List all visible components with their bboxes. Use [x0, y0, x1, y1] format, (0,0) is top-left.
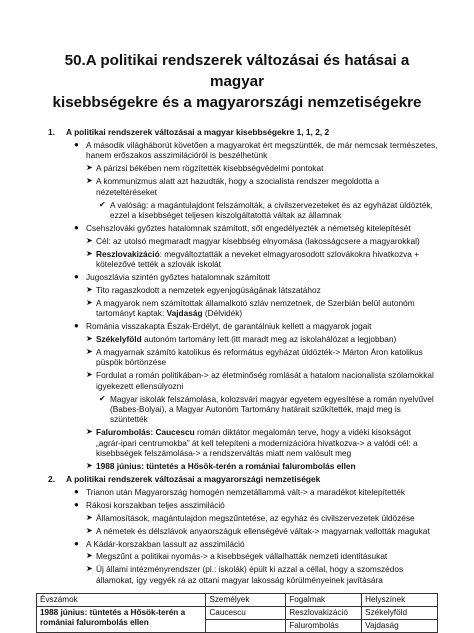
item-text: : megváltoztatták a neveket elmagyarosodott szlovákokra hivatkozva + kötelezővé tették a szlovák iskolát [96, 248, 420, 270]
item-text: Tito ragaszkodott a nemzetek egyenjogúságának látszatához [96, 284, 321, 295]
check-bullet-icon: ✔ [99, 393, 106, 403]
section-heading-2 [36, 474, 438, 485]
arrow-bullet-icon: ➤ [86, 297, 93, 307]
arrow-bullet-icon: ➤ [86, 551, 93, 561]
term-bold: Székelyföld [96, 334, 142, 344]
section-title: A politikai rendszerek változásai a magyarországi nemzetiségek [66, 473, 321, 484]
table-cell [206, 620, 286, 633]
list-item [36, 298, 438, 319]
list-item [36, 321, 438, 331]
item-text: Trianon után Magyarország homogén nemzetállammá vált-> a maradékot kitelepítették [86, 486, 406, 497]
item-text: Megszűnt a politikai nyomás-> a kisebbségek vállalhatták nemzeti identitásukat [96, 551, 388, 562]
item-text: Államosítások, magántulajdon megszűntetése, az egyház és civilszervezetek üldözése [96, 512, 415, 523]
check-bullet-icon: ✔ [99, 199, 106, 209]
item-text: A valóság: a magántulajdont felszámolták, a civilszervezeteket és az egyházat üldözték, ezzel a kisebbséget teljesen kiszolgáltatottá váltak az államnak [110, 199, 433, 220]
item-text: Jugoszlávia szintén győztes hatalomnak számított [86, 271, 271, 282]
list-item [36, 427, 438, 458]
list-item [36, 140, 438, 161]
list-item [36, 539, 438, 549]
arrow-bullet-icon: ➤ [86, 512, 93, 522]
arrow-bullet-icon: ➤ [86, 370, 93, 380]
item-text: román diktátor megalomán terve, hogy a vidéki kisokságot „agrár-ipari centrumokba” át kell telepíteni a modernizációra hivatkozva-> a valódi cél: a kisebbségek felszámolása-> a rendszerváltás miatt nem valósult meg [96, 427, 418, 459]
page-title [36, 50, 438, 113]
table-header-cell: Fogalmak [286, 594, 362, 607]
arrow-bullet-icon: ➤ [86, 284, 93, 294]
list-item [36, 163, 438, 173]
list-item [36, 526, 438, 536]
list-item [36, 564, 438, 585]
list-item [36, 334, 438, 344]
table-cell: Falurombolás [286, 620, 362, 633]
arrow-bullet-icon: ➤ [86, 176, 93, 186]
section-heading-1 [36, 127, 438, 138]
arrow-bullet-icon: ➤ [86, 163, 93, 173]
term-bold: Reszlovakizáció [96, 248, 160, 259]
table-cell: 1988 június: tüntetés a Hősök-terén a romániai falurombolás ellen [37, 607, 206, 633]
term-bold: Vajdaság [166, 308, 203, 319]
item-text: A németek és délszlávok anyaországuk ellenségévé váltak-> magyarnak vallották magukat [96, 525, 430, 536]
arrow-bullet-icon: ➤ [86, 346, 93, 356]
arrow-bullet-icon: ➤ [86, 564, 93, 574]
list-item [36, 285, 438, 295]
title-line-1: 50.A politikai rendszerek változásai és hatásai a magyar [64, 52, 410, 90]
term-bold: Falurombolás: Caucescu [96, 427, 195, 438]
list-item [36, 223, 438, 233]
item-text: (Délvidék) [202, 308, 243, 319]
item-text: Magyar iskolák felszámolása, kolozsvári magyar egyetem egyesítése a román nyelvűvel (Babes-Bolyai), a Magyar Autonóm Tartomány határait szűkítették, majd meg is szüntették [110, 393, 434, 425]
section-title: A politikai rendszerek változásai a magyar kisebbségekre 1, 1, 2, 2 [66, 127, 330, 137]
table-cell: Vajdaság [362, 620, 438, 633]
list-item [36, 394, 438, 425]
list-item [36, 461, 438, 471]
summary-table [36, 593, 438, 633]
item-text: Csehszlováki győztes hatalomnak számított, sőt engedélyezték a németség kitelepítését [86, 222, 411, 233]
list-item [36, 487, 438, 497]
item-text: A kommunizmus alatt azt hazudták, hogy a szocialista rendszer megoldotta a nézeteltéréseket [96, 176, 380, 197]
arrow-bullet-icon: ➤ [86, 525, 93, 535]
list-item [36, 513, 438, 523]
item-text: A Kádár-korszakban lassult az asszimiláció [86, 538, 245, 549]
arrow-bullet-icon: ➤ [86, 334, 93, 343]
section-number: 1. [48, 127, 55, 137]
list-item [36, 500, 438, 510]
table-header-cell: Személyek [206, 594, 286, 607]
list-item [36, 249, 438, 270]
table-cell: Reszlovakizáció [286, 607, 362, 620]
arrow-bullet-icon: ➤ [86, 460, 93, 470]
arrow-bullet-icon: ➤ [86, 427, 93, 437]
item-text: A második világháborút követően a magyarokat ért megszüntték, de már nemcsak természetes, hanem erőszakos asszimilációról is beszélhetünk [86, 140, 438, 161]
item-text: A magyarok nem számítottak államalkotó szláv nemzetnek, de Szerbián belül autonóm tartományt kaptak: [96, 297, 415, 319]
item-text: autonóm tartomány lett (itt maradt meg az iskolahálózat a legjobban) [141, 334, 397, 344]
title-line-2: kisebbségekre és a magyarországi nemzetiségekre [52, 94, 422, 111]
arrow-bullet-icon: ➤ [86, 235, 93, 245]
list-item [36, 236, 438, 246]
list-item [36, 200, 438, 221]
list-item [36, 551, 438, 561]
bullet-icon: ● [74, 222, 79, 232]
bullet-icon: ● [74, 499, 79, 509]
item-text: Új állami intézményrendszer (pl.: iskolák) épült ki azzal a céllal, hogy a szomszédos államokat, így vegyék rá az ottani magyar lakosság körülményeinek javítására [96, 564, 404, 585]
item-text: Cél: az utolsó megmaradt magyar kisebbség elnyomása (lakosságcsere a magyarokkal) [96, 235, 420, 246]
bullet-icon: ● [74, 321, 79, 331]
item-text: Fordulat a román politikában-> az életminőség romlását a hatalom nacionalista szólamokkal igyekezett ellensúlyozni [96, 370, 434, 391]
table-header-cell: Helyszínek [362, 594, 438, 607]
item-text: A párizsi békében nem rögzítették kisebbségvédelmi pontokat [96, 163, 324, 174]
list-item [36, 370, 438, 391]
item-text: Románia visszakapta Észak-Erdélyt, de garantálniuk kellett a magyarok jogait [86, 321, 372, 332]
table-cell: Székelyföld [362, 607, 438, 620]
table-header-cell: Évszámok [37, 594, 206, 607]
item-text: A magyarnak számító katolikus és református egyházat üldözték-> Márton Áron katolikus püspök börtönzése [96, 346, 423, 368]
list-item [36, 272, 438, 282]
table-header-row [37, 594, 438, 607]
item-text: 1988 június: tüntetés a Hősök-terén a romániai falurombolás ellen [96, 460, 356, 471]
table-row [37, 607, 438, 620]
bullet-icon: ● [74, 140, 79, 149]
list-item [36, 176, 438, 197]
bullet-icon: ● [74, 486, 79, 496]
arrow-bullet-icon: ➤ [86, 248, 93, 258]
item-text: Rákosi korszakban teljes asszimiláció [86, 499, 225, 510]
list-item [36, 347, 438, 368]
bullet-icon: ● [74, 538, 79, 548]
table-cell: Caucescu [206, 607, 286, 620]
section-number: 2. [48, 473, 55, 484]
bullet-icon: ● [74, 271, 79, 281]
